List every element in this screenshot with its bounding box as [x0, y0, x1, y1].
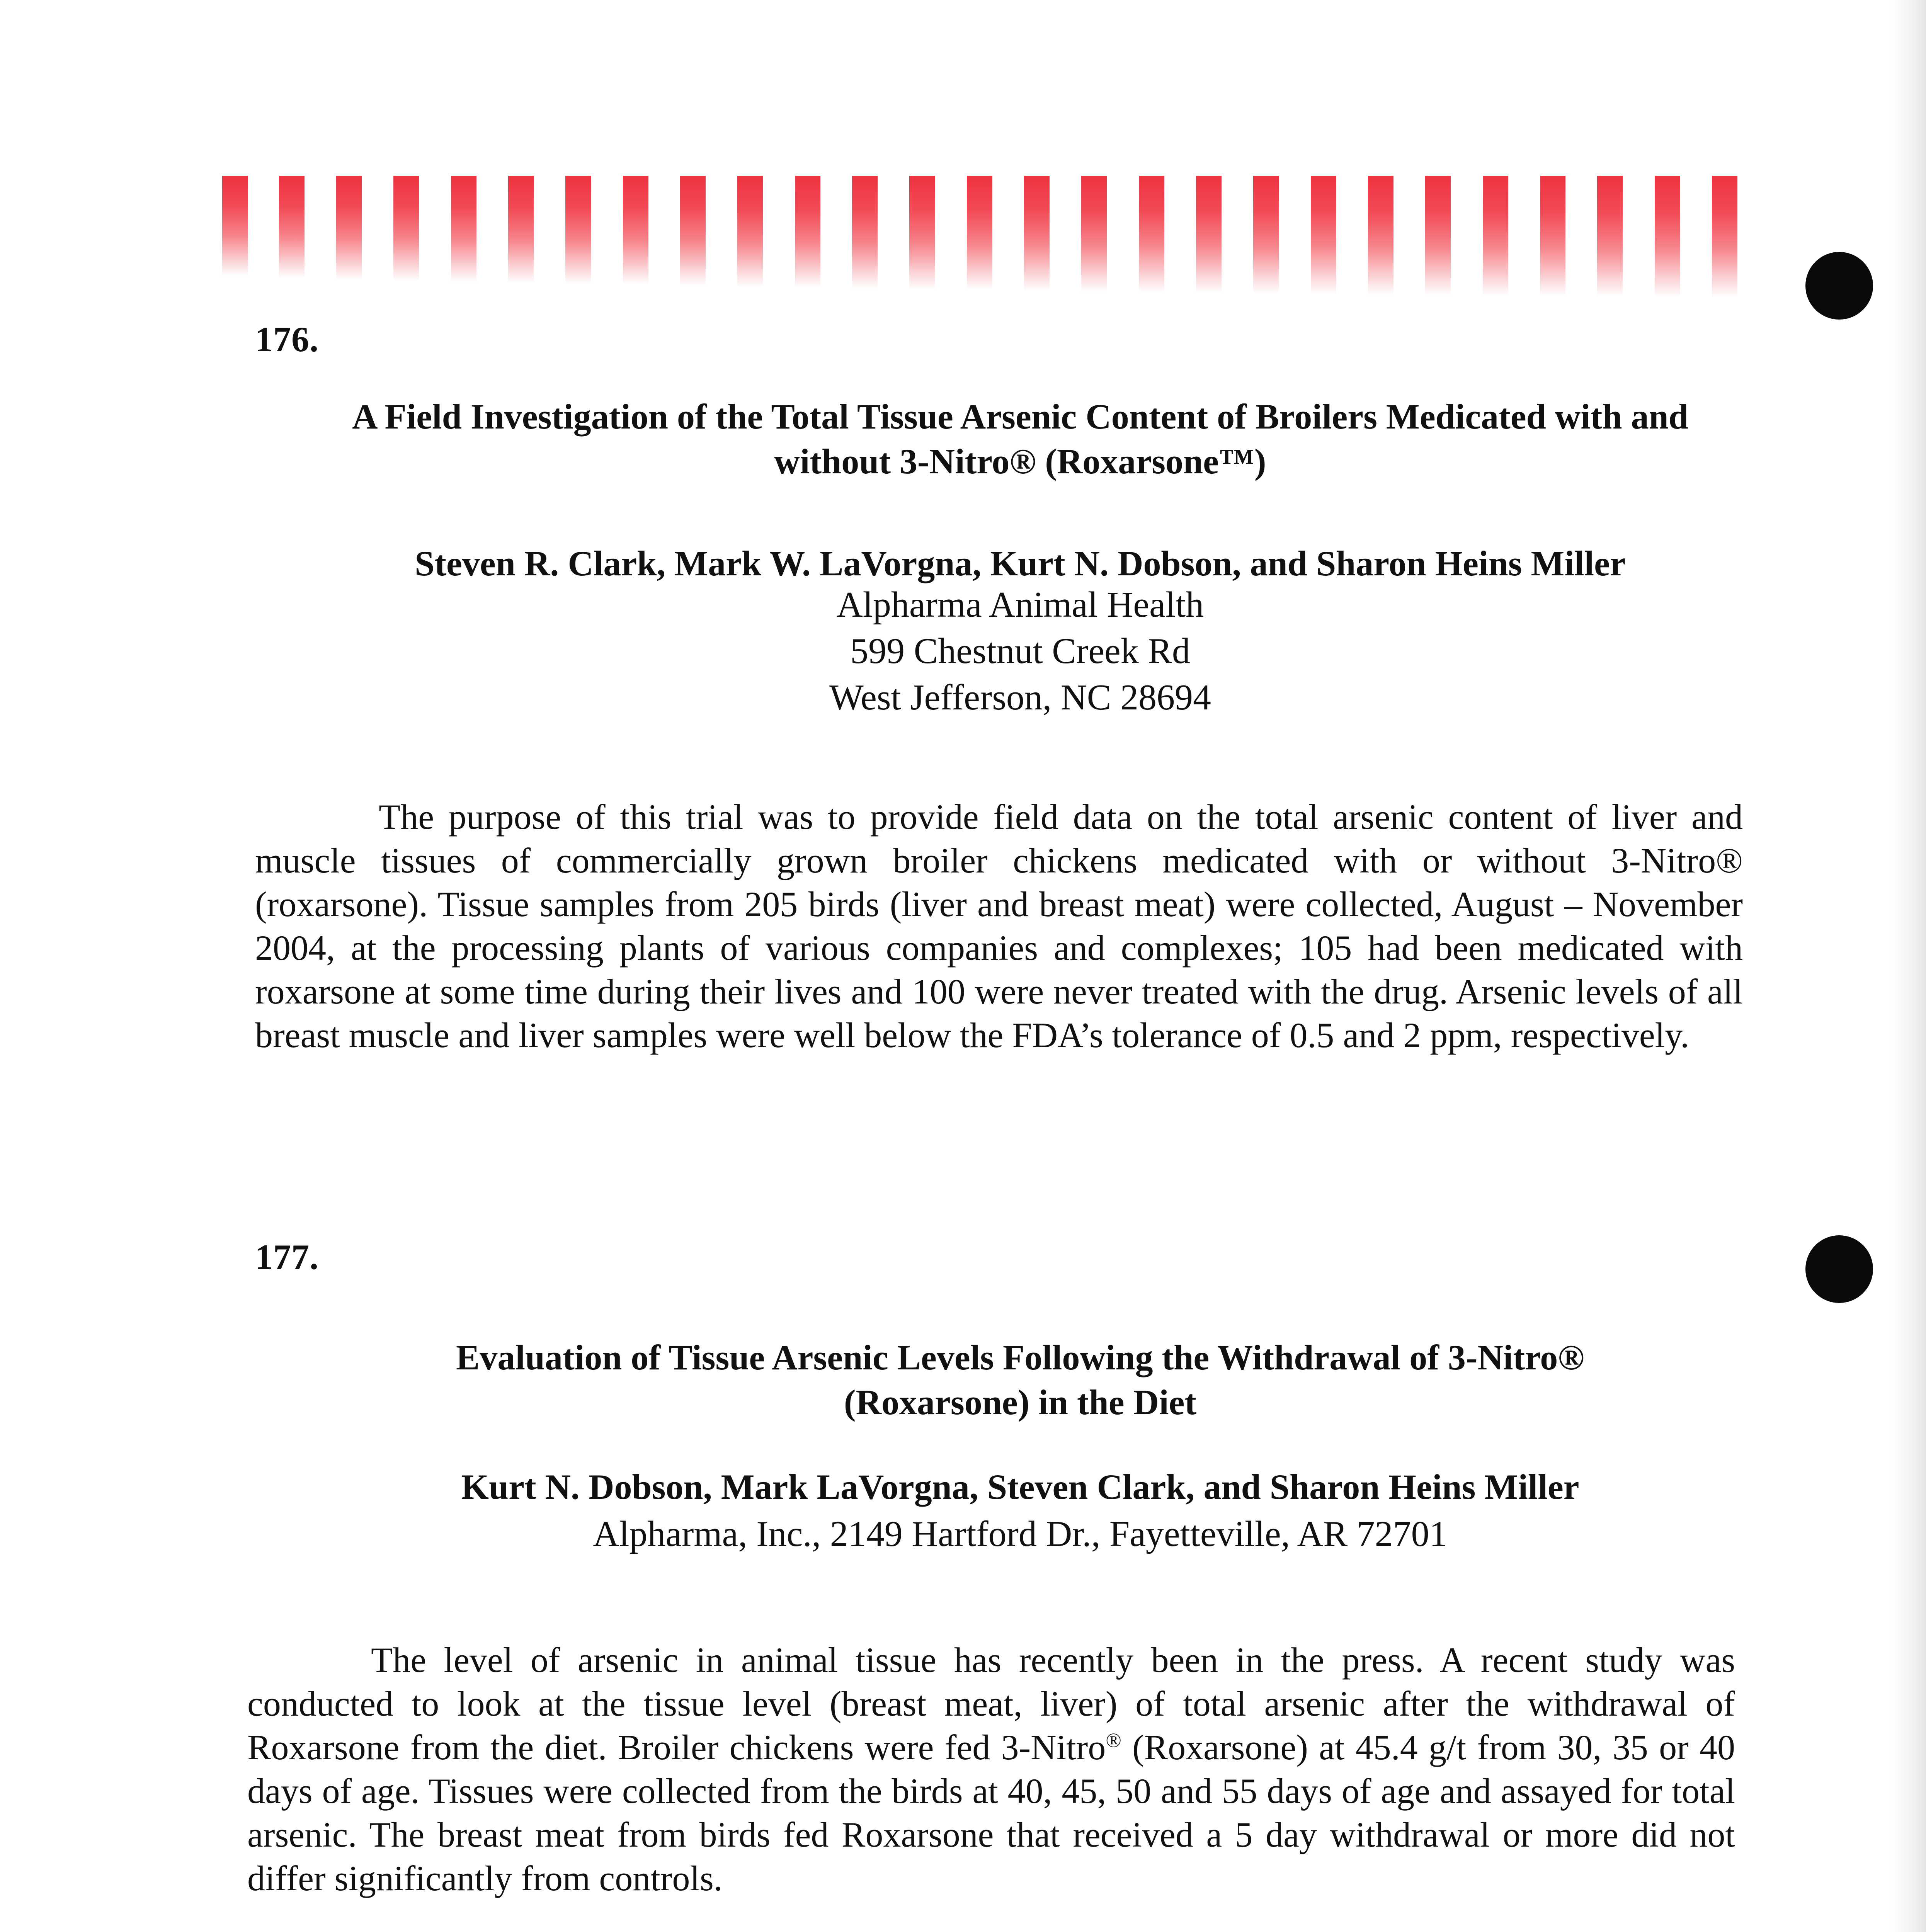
stripe-bar	[1483, 176, 1508, 296]
punch-hole-top	[1805, 252, 1873, 320]
stripe-bar	[623, 176, 648, 285]
entry-176-title-line2: without 3-Nitro® (Roxarsone™)	[774, 442, 1266, 481]
stripe-bar	[1425, 176, 1451, 295]
stripe-bar	[1139, 176, 1164, 293]
stripe-bar	[680, 176, 706, 286]
entry-177-title-line2: (Roxarsone) in the Diet	[844, 1383, 1197, 1422]
abstract-text-part2: (Roxarsone) at 45.4 g/t from 30, 35 or 40 days of age. Tissues were collected from the birds at 40, 45, 50 and 55 days of age and assayed for total arsenic. The breast meat from birds fed Roxarsone that received a 5 day withdrawal or more did not differ significantly from controls.	[247, 1728, 1735, 1898]
entry-177-title	[247, 1335, 1793, 1425]
entry-176-abstract-text: The purpose of this trial was to provide field data on the total arsenic content of liver and muscle tissues of commercially grown broiler chickens medicated with or without 3-Nitro® (roxarsone). Tissue samples from 205 birds (liver and breast meat) were collected, August – November 2004, at the processing plants of various companies and complexes; 105 had been medicated with roxarsone at some time during their lives and 100 were never treated with the drug. Arsenic levels of all breast muscle and liver samples were well below the FDA’s tolerance of 0.5 and 2 ppm, respectively.	[255, 797, 1743, 1055]
registered-trademark-mark: ®	[1106, 1728, 1121, 1752]
stripe-bar	[852, 176, 878, 289]
stripe-bar	[222, 176, 248, 276]
stripe-bar	[1081, 176, 1107, 292]
stripe-bar	[1311, 176, 1336, 294]
stripe-bar	[795, 176, 820, 288]
stripe-bar	[393, 176, 419, 281]
affiliation-line: Alpharma Animal Health	[836, 585, 1204, 625]
decorative-stripe-band	[222, 176, 1745, 298]
stripe-bar	[1253, 176, 1279, 294]
stripe-bar	[1655, 176, 1680, 297]
entry-177-abstract-text	[247, 1638, 1735, 1900]
stripe-bar	[737, 176, 763, 287]
stripe-bar	[967, 176, 992, 290]
entry-176-affiliation	[247, 582, 1793, 721]
affiliation-line: West Jefferson, NC 28694	[829, 677, 1211, 718]
stripe-bar	[1368, 176, 1393, 295]
stripe-bar	[279, 176, 305, 278]
stripe-bar	[1540, 176, 1565, 296]
entry-176-abstract	[255, 795, 1743, 1057]
page-edge-shadow	[1891, 0, 1926, 1932]
entry-176-authors: Steven R. Clark, Mark W. LaVorgna, Kurt N. Dobson, and Sharon Heins Miller	[415, 544, 1626, 583]
entry-176-title	[247, 394, 1793, 484]
stripe-bar	[451, 176, 476, 282]
stripe-bar	[1712, 176, 1737, 297]
punch-hole-middle	[1805, 1235, 1873, 1303]
abstract-text-part1: The level of arsenic in animal tissue has recently been in the press. A recent study was conducted to look at the tissue level (breast meat, liver) of total arsenic after the withdrawal of Roxarsone from the diet. Broiler chickens were fed 3-Nitro	[247, 1640, 1735, 1767]
entry-177-affiliation	[247, 1511, 1793, 1557]
affiliation-line: Alpharma, Inc., 2149 Hartford Dr., Fayetteville, AR 72701	[593, 1514, 1448, 1554]
stripe-bar	[565, 176, 591, 284]
entry-177-title-line1: Evaluation of Tissue Arsenic Levels Following the Withdrawal of 3-Nitro®	[456, 1338, 1585, 1377]
entry-177-abstract	[247, 1638, 1735, 1900]
entry-number-177: 177.	[255, 1237, 319, 1277]
stripe-bar	[336, 176, 362, 280]
entry-177-authors: Kurt N. Dobson, Mark LaVorgna, Steven Clark, and Sharon Heins Miller	[461, 1467, 1579, 1507]
affiliation-line: 599 Chestnut Creek Rd	[850, 631, 1190, 671]
stripe-bar	[1196, 176, 1222, 293]
stripe-bar	[1597, 176, 1623, 296]
entry-number-176: 176.	[255, 320, 319, 359]
stripe-bar	[909, 176, 935, 290]
stripe-bar	[508, 176, 534, 283]
entry-176-title-line1: A Field Investigation of the Total Tissue Arsenic Content of Broilers Medicated with and	[352, 397, 1688, 436]
stripe-bar	[1024, 176, 1050, 291]
